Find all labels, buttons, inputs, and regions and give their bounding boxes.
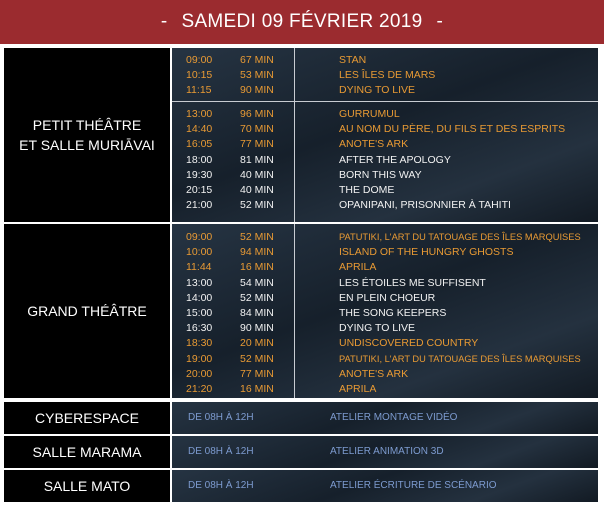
screening-title: LES ÎLES DE MARS	[339, 69, 436, 82]
screening-title: ANOTE'S ARK	[339, 367, 409, 380]
screening-row	[172, 306, 598, 321]
screening-row	[172, 198, 598, 213]
screening-row	[172, 122, 598, 137]
workshop-venue-name: SALLE MATO	[43, 478, 131, 494]
screening-title: ISLAND OF THE HUNGRY GHOSTS	[339, 246, 514, 259]
screening-title: APRILA	[339, 261, 377, 274]
screening-duration: 90 MIN	[240, 322, 274, 335]
day-header	[0, 0, 604, 44]
screening-time: 14:40	[186, 123, 213, 136]
screening-title: THE DOME	[339, 184, 395, 196]
screening-time: 18:30	[186, 337, 213, 350]
screening-time: 19:00	[186, 352, 213, 365]
screening-time: 15:00	[186, 307, 213, 319]
screening-title: THE SONG KEEPERS	[339, 307, 447, 319]
screening-row	[172, 68, 598, 83]
screening-row	[172, 321, 598, 336]
workshop-venue-cell	[4, 470, 170, 502]
screening-title: PATUTIKI, L'ART DU TATOUAGE DES ÎLES MARQUISES	[339, 353, 581, 364]
screening-time: 13:00	[186, 108, 213, 120]
screening-row	[172, 153, 598, 168]
screening-duration: 54 MIN	[240, 276, 274, 289]
screening-time: 21:00	[186, 199, 213, 212]
screening-row	[172, 183, 598, 198]
screening-row	[172, 245, 598, 260]
screening-duration: 96 MIN	[240, 108, 274, 120]
screening-duration: 52 MIN	[240, 291, 274, 304]
screening-title: DYING TO LIVE	[339, 322, 416, 335]
screening-duration: 40 MIN	[240, 168, 274, 181]
screening-duration: 77 MIN	[240, 367, 274, 380]
screening-time: 11:44	[186, 261, 212, 274]
screening-time: 19:30	[186, 168, 213, 181]
screening-duration: 52 MIN	[240, 352, 274, 365]
screening-title: PATUTIKI, L'ART DU TATOUAGE DES ÎLES MARQUISES	[339, 232, 581, 242]
screening-time: 10:00	[186, 246, 213, 259]
screening-title: LES ÉTOILES ME SUFFISENT	[339, 276, 486, 289]
screening-row	[172, 367, 598, 382]
screenings-panel	[172, 48, 598, 222]
screening-row	[172, 352, 598, 367]
workshop-activity: ATELIER ÉCRITURE DE SCÉNARIO	[330, 480, 497, 491]
screening-row	[172, 291, 598, 306]
workshop-row	[172, 470, 598, 502]
workshop-hours: DE 08H À 12H	[188, 412, 254, 423]
workshop-panel	[172, 436, 598, 468]
header-dash-left: -	[160, 11, 168, 32]
workshop-venue-name: SALLE MARAMA	[32, 444, 142, 460]
screening-time: 16:05	[186, 138, 213, 151]
screening-duration: 52 MIN	[240, 231, 274, 243]
screening-duration: 40 MIN	[240, 184, 274, 196]
screening-time: 20:15	[186, 184, 213, 196]
venue-name: PETIT THÉÂTRE ET SALLE MURIĀVAI	[19, 117, 155, 153]
screening-row	[172, 107, 598, 122]
screening-title: UNDISCOVERED COUNTRY	[339, 337, 479, 350]
screening-duration: 67 MIN	[240, 54, 274, 66]
workshop-hours: DE 08H À 12H	[188, 480, 254, 491]
screening-time: 16:30	[186, 322, 213, 335]
screening-row	[172, 336, 598, 351]
screening-time: 10:15	[186, 69, 213, 82]
screening-time: 09:00	[186, 54, 213, 66]
workshop-venue-cell	[4, 436, 170, 468]
screening-row	[172, 276, 598, 291]
screening-row	[172, 53, 598, 68]
screening-title: BORN THIS WAY	[339, 168, 422, 181]
screening-duration: 77 MIN	[240, 138, 274, 151]
screening-row	[172, 168, 598, 183]
screening-time: 18:00	[186, 153, 213, 166]
screening-duration: 20 MIN	[240, 337, 274, 350]
venue-cell	[4, 224, 170, 398]
screening-duration: 70 MIN	[240, 123, 274, 136]
screening-title: AU NOM DU PÈRE, DU FILS ET DES ESPRITS	[339, 123, 566, 136]
day-title: SAMEDI 09 FÉVRIER 2019	[181, 11, 423, 32]
screening-title: EN PLEIN CHOEUR	[339, 291, 436, 304]
screening-row	[172, 83, 598, 98]
screening-row	[172, 137, 598, 152]
screening-title: ANOTE'S ARK	[339, 138, 409, 151]
screening-duration: 90 MIN	[240, 84, 274, 97]
screening-duration: 16 MIN	[240, 261, 274, 274]
screening-title: DYING TO LIVE	[339, 84, 416, 97]
screening-time: 09:00	[186, 231, 213, 243]
screening-duration: 81 MIN	[240, 153, 274, 166]
screening-row	[172, 382, 598, 397]
screening-duration: 53 MIN	[240, 69, 274, 82]
screenings-panel	[172, 224, 598, 398]
workshop-venue-name: CYBERESPACE	[35, 410, 139, 426]
screening-duration: 52 MIN	[240, 199, 274, 212]
group-divider	[172, 101, 598, 102]
venue-cell	[4, 48, 170, 222]
screening-time: 20:00	[186, 367, 213, 380]
venue-name: GRAND THÉÂTRE	[27, 303, 147, 319]
screening-title: OPANIPANI, PRISONNIER À TAHITI	[339, 199, 511, 212]
screening-title: GURRUMUL	[339, 108, 400, 120]
workshop-row	[172, 436, 598, 468]
screening-time: 13:00	[186, 276, 213, 289]
workshop-row	[172, 402, 598, 434]
screening-title: AFTER THE APOLOGY	[339, 153, 451, 166]
screening-time: 14:00	[186, 291, 213, 304]
workshop-hours: DE 08H À 12H	[188, 446, 254, 457]
workshop-activity: ATELIER MONTAGE VIDÉO	[330, 412, 458, 423]
screening-duration: 94 MIN	[240, 246, 274, 259]
screening-title: STAN	[339, 54, 367, 66]
workshop-venue-cell	[4, 402, 170, 434]
screening-title: APRILA	[339, 383, 377, 395]
workshop-activity: ATELIER ANIMATION 3D	[330, 446, 444, 457]
screening-time: 21:20	[186, 383, 213, 395]
header-dash-right: -	[436, 11, 444, 32]
screening-row	[172, 260, 598, 275]
screening-duration: 84 MIN	[240, 307, 274, 319]
screening-time: 11:15	[186, 84, 212, 97]
screening-row	[172, 230, 598, 245]
workshop-panel	[172, 402, 598, 434]
workshop-panel	[172, 470, 598, 502]
screening-duration: 16 MIN	[240, 383, 274, 395]
